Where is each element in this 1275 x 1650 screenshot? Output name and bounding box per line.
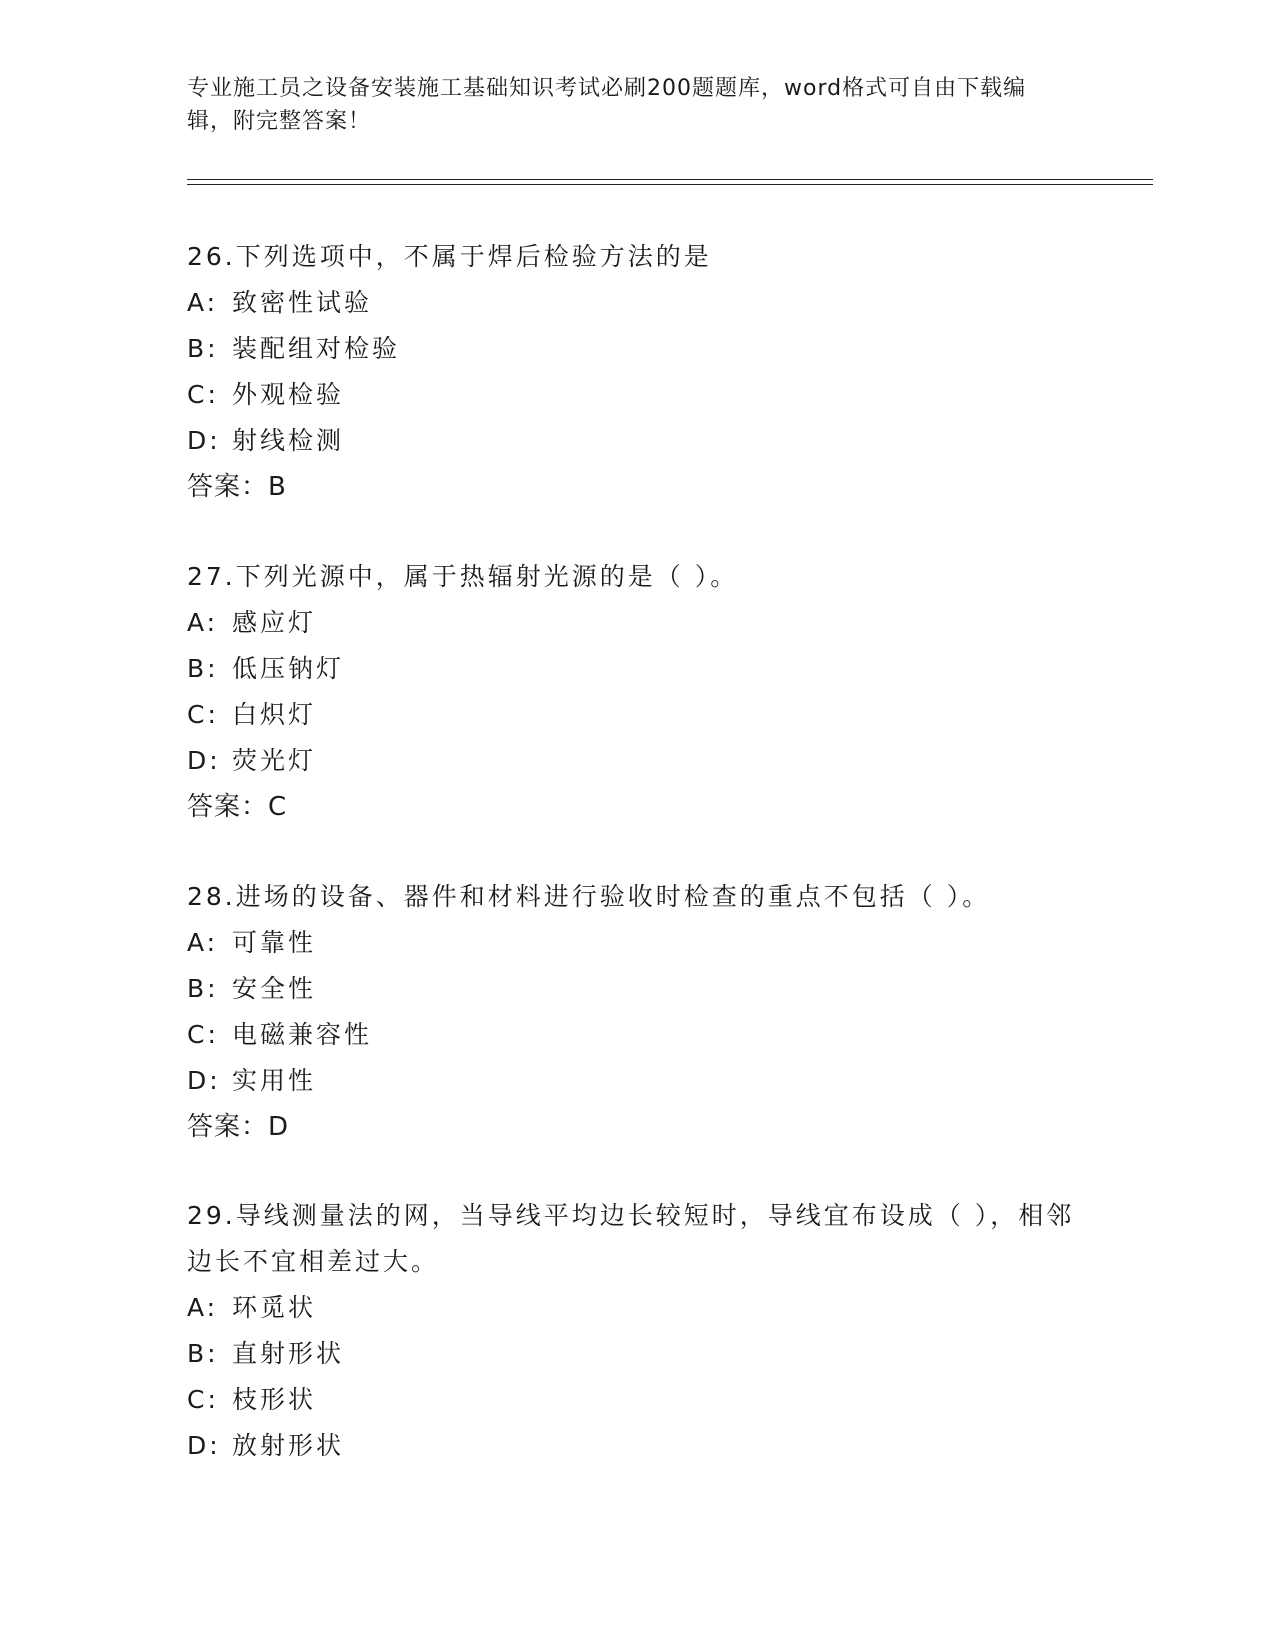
option-d xyxy=(187,1423,1087,1469)
document-header: 专业施工员之设备安装施工基础知识考试必刷200题题库，word格式可自由下载编辑，附完整答案！ xyxy=(187,76,1027,134)
option-b xyxy=(187,1331,1087,1377)
option-letter: D: xyxy=(187,1066,221,1095)
question-stem: 29.导线测量法的网，当导线平均边长较短时，导线宜布设成（ ），相邻边长不宜相差过大。 xyxy=(187,1201,1075,1276)
option-text: 放射形状 xyxy=(232,1431,345,1460)
option-letter: B: xyxy=(187,974,219,1003)
option-text: 感应灯 xyxy=(232,608,317,637)
option-c xyxy=(187,692,1087,738)
option-b xyxy=(187,646,1087,692)
option-letter: C: xyxy=(187,700,219,729)
option-letter: D: xyxy=(187,1431,221,1460)
option-c xyxy=(187,1377,1087,1423)
answer-line: 答案：B xyxy=(187,472,287,502)
option-d xyxy=(187,1058,1087,1104)
option-text: 直射形状 xyxy=(232,1339,345,1368)
option-text: 外观检验 xyxy=(232,380,345,409)
option-letter: D: xyxy=(187,746,221,775)
option-d xyxy=(187,418,1087,464)
option-text: 实用性 xyxy=(232,1066,317,1095)
option-text: 环觅状 xyxy=(232,1293,317,1322)
option-a xyxy=(187,920,1087,966)
option-text: 致密性试验 xyxy=(232,288,373,317)
option-text: 射线检测 xyxy=(232,426,345,455)
option-letter: D: xyxy=(187,426,221,455)
option-text: 装配组对检验 xyxy=(232,334,401,363)
question-29 xyxy=(187,1193,1087,1469)
question-26 xyxy=(187,234,1087,510)
option-letter: C: xyxy=(187,1020,219,1049)
option-a xyxy=(187,280,1087,326)
header-divider-bottom xyxy=(187,184,1153,185)
option-text: 低压钠灯 xyxy=(232,654,345,683)
header-divider-top xyxy=(187,179,1153,180)
option-text: 电磁兼容性 xyxy=(232,1020,373,1049)
option-letter: B: xyxy=(187,1339,219,1368)
option-text: 荧光灯 xyxy=(232,746,317,775)
question-stem: 28.进场的设备、器件和材料进行验收时检查的重点不包括（ ）。 xyxy=(187,882,991,911)
option-letter: C: xyxy=(187,380,219,409)
option-c xyxy=(187,372,1087,418)
option-a xyxy=(187,600,1087,646)
option-text: 枝形状 xyxy=(232,1385,317,1414)
option-a xyxy=(187,1285,1087,1331)
question-stem: 27.下列光源中，属于热辐射光源的是（ ）。 xyxy=(187,562,739,591)
option-text: 可靠性 xyxy=(232,928,317,957)
option-letter: B: xyxy=(187,654,219,683)
option-letter: A: xyxy=(187,288,219,317)
question-27 xyxy=(187,554,1087,830)
answer-line: 答案：C xyxy=(187,792,288,822)
option-b xyxy=(187,326,1087,372)
question-stem: 26.下列选项中，不属于焊后检验方法的是 xyxy=(187,242,712,271)
option-letter: A: xyxy=(187,1293,219,1322)
option-text: 安全性 xyxy=(232,974,317,1003)
option-letter: C: xyxy=(187,1385,219,1414)
option-letter: B: xyxy=(187,334,219,363)
option-b xyxy=(187,966,1087,1012)
option-text: 白炽灯 xyxy=(232,700,317,729)
option-d xyxy=(187,738,1087,784)
option-letter: A: xyxy=(187,928,219,957)
option-letter: A: xyxy=(187,608,219,637)
question-28 xyxy=(187,874,1087,1150)
option-c xyxy=(187,1012,1087,1058)
answer-line: 答案：D xyxy=(187,1112,290,1142)
